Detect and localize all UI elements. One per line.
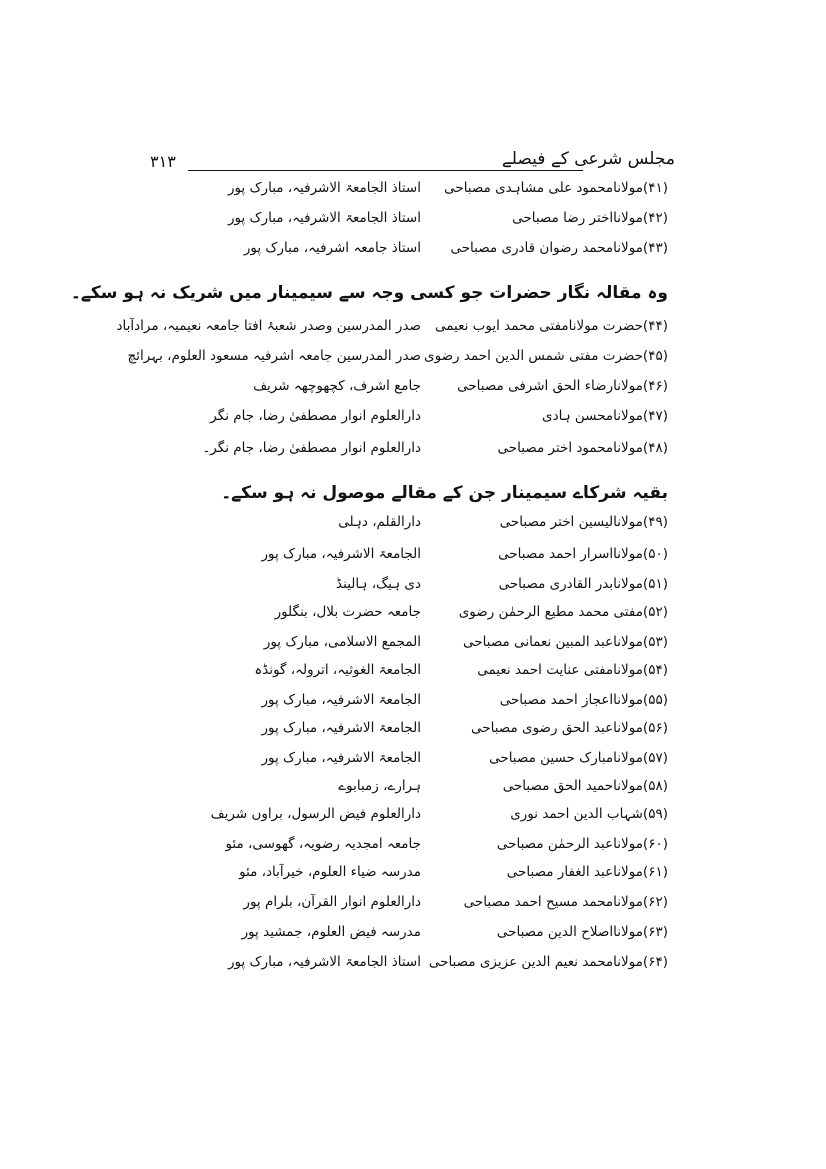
participant-institution: استاذ الجامعۃ الاشرفیہ، مبارک پور xyxy=(227,210,421,226)
participant-institution: الجامعۃ الاشرفیہ، مبارک پور xyxy=(261,720,421,736)
list-item xyxy=(0,210,826,238)
list-item xyxy=(0,546,826,574)
participant-institution: المجمع الاسلامی، مبارک پور xyxy=(263,634,421,650)
list-item xyxy=(0,894,826,922)
participant-name: (۴۴)حضرت مولانامفتی محمد ایوب نعیمی xyxy=(434,318,668,334)
list-item xyxy=(0,634,826,662)
participant-name: (۴۶)مولانارضاء الحق اشرفی مصباحی xyxy=(457,378,668,394)
list-item xyxy=(0,348,826,376)
participant-institution: الجامعۃ الاشرفیہ، مبارک پور xyxy=(261,750,421,766)
participant-name: (۵۴)مولانامفتی عنایت احمد نعیمی xyxy=(477,662,668,678)
list-item xyxy=(0,180,826,208)
participant-institution: دی ہیگ، ہالینڈ xyxy=(336,576,421,592)
participant-name: (۵۸)مولاناحمید الحق مصباحی xyxy=(502,778,668,794)
participant-name: (۶۰)مولاناعبد الرحمٰن مصباحی xyxy=(496,836,668,852)
list-item xyxy=(0,806,826,834)
participant-institution: صدر المدرسین وصدر شعبۂ افتا جامعہ نعیمیہ، مرادآباد xyxy=(116,318,421,334)
list-item xyxy=(0,720,826,748)
list-item xyxy=(0,318,826,346)
section-heading-remaining-participants: بقیہ شرکاے سیمینار جن کے مقالے موصول نہ ہو سکے۔ xyxy=(221,483,668,503)
list-item xyxy=(0,240,826,268)
participant-name: (۶۲)مولانامحمد مسیح احمد مصباحی xyxy=(463,894,668,910)
participant-institution: صدر المدرسین جامعہ اشرفیہ مسعود العلوم، بہرائچ xyxy=(127,348,421,364)
participant-institution: جامعہ امجدیہ رضویہ، گھوسی، مئو xyxy=(225,836,421,852)
page-number: ۳۱۳ xyxy=(150,152,176,171)
participant-name: (۴۵)حضرت مفتی شمس الدین احمد رضوی xyxy=(424,348,668,364)
list-item xyxy=(0,662,826,690)
participant-institution: الجامعۃ الاشرفیہ، مبارک پور xyxy=(261,692,421,708)
participant-institution: الجامعۃ الاشرفیہ، مبارک پور xyxy=(261,546,421,562)
participant-name: (۴۲)مولانااختر رضا مصباحی xyxy=(512,210,668,226)
participant-name: (۴۷)مولانامحسن ہادی xyxy=(542,408,668,424)
list-item xyxy=(0,836,826,864)
participant-name: (۴۸)مولانامحمود اختر مصباحی xyxy=(497,440,668,456)
list-item xyxy=(0,692,826,720)
participant-name: (۵۹)شہاب الدین احمد نوری xyxy=(510,806,668,822)
participant-institution: دارالعلوم انوار مصطفیٰ رضا، جام نگر xyxy=(210,408,421,424)
list-item xyxy=(0,576,826,604)
participant-name: (۵۲)مفتی محمد مطیع الرحمٰن رضوی xyxy=(458,604,668,620)
participant-name: (۵۱)مولانابدر القادری مصباحی xyxy=(498,576,668,592)
section-heading-absent-authors: وہ مقالہ نگار حضرات جو کسی وجہ سے سیمینار میں شریک نہ ہو سکے۔ xyxy=(70,283,668,303)
header-rule xyxy=(188,170,583,171)
participant-name: (۶۱)مولاناعبد الغفار مصباحی xyxy=(506,864,668,880)
participant-institution: مدرسہ فیض العلوم، جمشید پور xyxy=(241,924,421,940)
participant-name: (۶۳)مولانااصلاح الدین مصباحی xyxy=(496,924,668,940)
list-item xyxy=(0,924,826,952)
list-item xyxy=(0,440,826,468)
list-item xyxy=(0,750,826,778)
list-item xyxy=(0,778,826,806)
header-title: مجلس شرعی کے فیصلے xyxy=(501,149,675,169)
participant-institution: استاذ الجامعۃ الاشرفیہ، مبارک پور xyxy=(227,954,421,970)
participant-institution: دارالعلوم انوار مصطفیٰ رضا، جام نگر۔ xyxy=(202,440,421,456)
participant-name: (۵۷)مولانامبارک حسین مصباحی xyxy=(489,750,668,766)
participant-institution: الجامعۃ الغوثیہ، اترولہ، گونڈہ xyxy=(254,662,421,678)
participant-institution: جامع اشرف، کچھوچھہ شریف xyxy=(253,378,421,394)
participant-name: (۴۱)مولانامحمود علی مشاہدی مصباحی xyxy=(444,180,668,196)
participant-name: (۶۴)مولانامحمد نعیم الدین عزیزی مصباحی xyxy=(428,954,668,970)
participant-name: (۴۹)مولانالیسین اختر مصباحی xyxy=(499,514,668,530)
list-item xyxy=(0,954,826,982)
list-item xyxy=(0,408,826,436)
participant-name: (۵۶)مولاناعبد الحق رضوی مصباحی xyxy=(470,720,668,736)
participant-institution: استاذ جامعہ اشرفیہ، مبارک پور xyxy=(243,240,421,256)
page-header xyxy=(150,148,675,174)
list-item xyxy=(0,514,826,542)
participant-institution: مدرسہ ضیاء العلوم، خیرآباد، مئو xyxy=(239,864,421,880)
participant-institution: دارالقلم، دہلی xyxy=(338,514,421,530)
participant-name: (۴۳)مولانامحمد رضوان قادری مصباحی xyxy=(450,240,668,256)
participant-institution: ہرارے، زمبابوے xyxy=(338,778,421,794)
participant-institution: دارالعلوم فیض الرسول، براوں شریف xyxy=(210,806,421,822)
list-item xyxy=(0,864,826,892)
participant-institution: دارالعلوم انوار القرآن، بلرام پور xyxy=(243,894,421,910)
participant-name: (۵۵)مولانااعجاز احمد مصباحی xyxy=(499,692,668,708)
participant-name: (۵۰)مولانااسرار احمد مصباحی xyxy=(498,546,668,562)
list-item xyxy=(0,378,826,406)
participant-institution: جامعہ حضرت بلال، بنگلور xyxy=(274,604,421,620)
participant-institution: استاذ الجامعۃ الاشرفیہ، مبارک پور xyxy=(227,180,421,196)
participant-name: (۵۳)مولاناعبد المبین نعمانی مصباحی xyxy=(463,634,668,650)
list-item xyxy=(0,604,826,632)
